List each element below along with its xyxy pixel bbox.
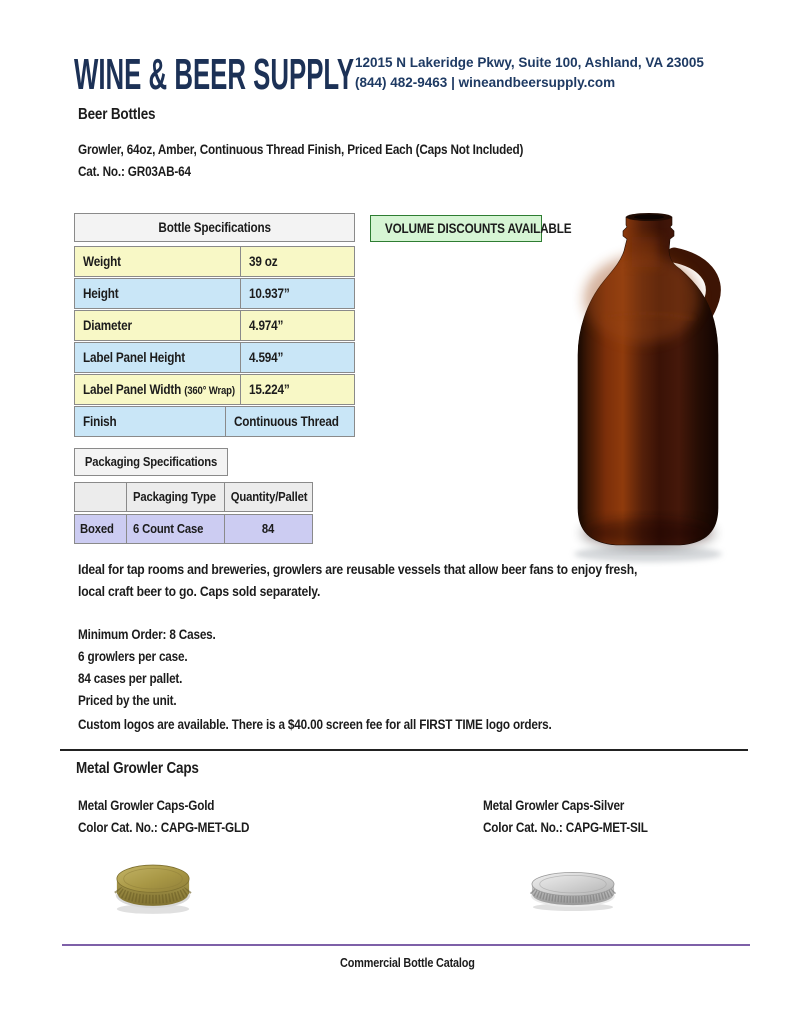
spec-row bbox=[74, 406, 355, 437]
cap-top bbox=[117, 865, 189, 892]
packaging-column-header: Packaging Type bbox=[126, 482, 225, 512]
brand-logo: WINE & BEER SUPPLY bbox=[74, 50, 355, 99]
spec-row bbox=[74, 342, 355, 373]
volume-discount-badge: VOLUME DISCOUNTS AVAILABLE bbox=[370, 215, 542, 242]
packaging-cell: Boxed bbox=[74, 514, 127, 544]
neck-highlight bbox=[632, 237, 660, 267]
product-title: Growler, 64oz, Amber, Continuous Thread Finish, Priced Each (Caps Not Included) bbox=[78, 142, 524, 157]
spec-value: 4.974” bbox=[240, 310, 355, 341]
description-paragraph: Ideal for tap rooms and breweries, growlers are reusable vessels that allow beer fans to enjoy fresh, local craft beer to go. Caps sold separately. bbox=[78, 562, 638, 599]
packaging-column-header bbox=[74, 482, 127, 512]
order-info-line: Priced by the unit. bbox=[78, 693, 177, 708]
spec-value: 39 oz bbox=[240, 246, 355, 277]
bottle-mouth-opening bbox=[634, 215, 664, 220]
spec-value: 15.224” bbox=[240, 374, 355, 405]
spec-row bbox=[74, 278, 355, 309]
spec-label: Diameter bbox=[74, 310, 241, 341]
address-line-2: (844) 482-9463 | wineandbeersupply.com bbox=[355, 75, 616, 90]
packaging-table bbox=[74, 482, 313, 546]
order-info-line: 6 growlers per case. bbox=[78, 649, 188, 664]
cap-product-name: Metal Growler Caps-Silver bbox=[483, 798, 625, 813]
gold-cap-info bbox=[78, 795, 275, 839]
spec-label: Height bbox=[74, 278, 241, 309]
spec-row bbox=[74, 374, 355, 405]
bottle-highlight bbox=[584, 255, 700, 343]
footer-label: Commercial Bottle Catalog bbox=[339, 956, 475, 970]
packaging-cell: 6 Count Case bbox=[126, 514, 225, 544]
cap-catalog-number: Color Cat. No.: CAPG-MET-SIL bbox=[483, 820, 648, 835]
packaging-data-row bbox=[74, 514, 313, 544]
amber-growler-bottle-image bbox=[558, 203, 800, 568]
custom-logo-note: Custom logos are available. There is a $40.00 screen fee for all FIRST TIME logo orders. bbox=[78, 717, 552, 732]
spec-label: Label Panel Height bbox=[74, 342, 241, 373]
spec-label: Weight bbox=[74, 246, 241, 277]
product-intro bbox=[78, 139, 590, 183]
silver-cap-info bbox=[483, 795, 672, 839]
packaging-spec-title: Packaging Specifications bbox=[74, 448, 228, 476]
product-catalog-number: Cat. No.: GR03AB-64 bbox=[78, 164, 191, 179]
spec-label: Label Panel Width (360° Wrap) bbox=[74, 374, 241, 405]
footer-divider bbox=[62, 944, 750, 946]
spec-row bbox=[74, 246, 355, 277]
spec-value: Continuous Thread bbox=[225, 406, 355, 437]
order-info-line: 84 cases per pallet. bbox=[78, 671, 183, 686]
bottle-spec-table bbox=[74, 213, 355, 438]
category-title: Beer Bottles bbox=[78, 106, 156, 123]
order-info-line: Minimum Order: 8 Cases. bbox=[78, 627, 216, 642]
spec-row bbox=[74, 310, 355, 341]
spec-table-title: Bottle Specifications bbox=[74, 213, 355, 242]
packaging-header-row bbox=[74, 482, 313, 512]
address-line-1: 12015 N Lakeridge Pkwy, Suite 100, Ashland, VA 23005 bbox=[355, 55, 704, 70]
bottle-base-shade bbox=[582, 519, 714, 547]
caps-section-title: Metal Growler Caps bbox=[76, 760, 199, 777]
gold-cap-image bbox=[112, 860, 194, 917]
company-address bbox=[355, 53, 704, 93]
cap-top bbox=[532, 872, 614, 895]
order-info bbox=[78, 624, 236, 712]
silver-cap-image bbox=[526, 869, 620, 912]
cap-product-name: Metal Growler Caps-Gold bbox=[78, 798, 215, 813]
spec-label-note: (360° Wrap) bbox=[184, 385, 235, 397]
spec-value: 10.937” bbox=[240, 278, 355, 309]
spec-value: 4.594” bbox=[240, 342, 355, 373]
section-divider bbox=[60, 749, 748, 751]
packaging-column-header: Quantity/Pallet bbox=[224, 482, 313, 512]
cap-catalog-number: Color Cat. No.: CAPG-MET-GLD bbox=[78, 820, 250, 835]
packaging-cell: 84 bbox=[224, 514, 313, 544]
spec-label: Finish bbox=[74, 406, 226, 437]
